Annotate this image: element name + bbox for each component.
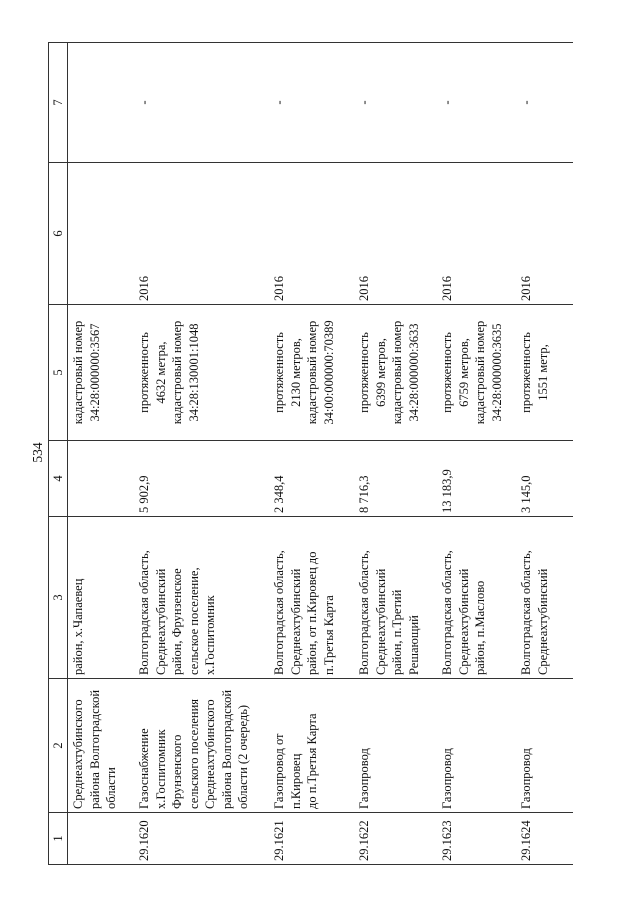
header-col-2: 2	[49, 679, 68, 813]
cell-year: 2016	[356, 163, 439, 305]
page-number: 534	[30, 442, 45, 463]
cell-characteristics	[68, 305, 137, 441]
cell-number: 29.1624	[518, 813, 573, 865]
cell-text-line: протяженность	[357, 332, 371, 413]
cell-text-line: Среднеахтубинский	[456, 568, 471, 675]
header-col-6: 6	[49, 163, 68, 305]
cell-name	[271, 679, 356, 813]
cell-text-line: кадастровый номер	[473, 320, 487, 425]
cell-text-line: Среднеахтубинский	[373, 568, 388, 675]
table-row-continuation	[68, 43, 137, 865]
cell-text-line: п.Третья Карта	[321, 595, 336, 675]
header-col-7: 7	[49, 43, 68, 163]
cell-note: -	[356, 43, 439, 163]
cell-text-line: Волгоградская область,	[272, 550, 286, 675]
table-row	[271, 43, 356, 865]
cell-text-line: 34:28:000000:3635	[489, 323, 504, 422]
cell-text-line: 34:28:130001:1048	[186, 323, 201, 422]
cell-text-line: 4632 метра,	[153, 341, 168, 404]
cell-note	[68, 43, 137, 163]
cell-year: 2016	[136, 163, 271, 305]
cell-text-line: Волгоградская область,	[519, 550, 533, 675]
cell-note: -	[271, 43, 356, 163]
cell-year: 2016	[518, 163, 573, 305]
cell-name	[68, 679, 137, 813]
cell-text-line: Волгоградская область,	[137, 550, 151, 675]
cell-text-line: района Волгоградской	[219, 689, 234, 809]
cell-value: 3 145,0	[518, 441, 573, 517]
cell-text-line: Среднеахтубинский	[288, 568, 303, 675]
cell-text-line: п.Кировец	[288, 753, 303, 809]
cell-name	[518, 679, 573, 813]
cell-text-line: х.Госпитомник	[153, 729, 168, 809]
cell-year: 2016	[439, 163, 518, 305]
cell-name	[136, 679, 271, 813]
cell-text-line: 1551 метр,	[535, 344, 550, 401]
cell-address	[518, 517, 573, 679]
cell-text-line: Газопровод	[357, 748, 371, 809]
cell-text-line: до п.Третья Карта	[305, 713, 319, 809]
cell-text-line: Волгоградская область,	[357, 550, 371, 675]
cell-text-line: сельское поселение,	[186, 567, 201, 675]
cell-address	[271, 517, 356, 679]
cell-text-line: район, от п.Кировец до	[305, 551, 319, 675]
header-col-1: 1	[49, 813, 68, 865]
cell-address	[356, 517, 439, 679]
cell-value	[68, 441, 137, 517]
cell-text-line: Газоснабжение	[137, 728, 151, 809]
cell-name	[356, 679, 439, 813]
cell-year: 2016	[271, 163, 356, 305]
cell-characteristics	[271, 305, 356, 441]
cell-text-line: области	[104, 767, 118, 809]
cell-text-line: 6759 метров,	[456, 338, 471, 407]
cell-characteristics	[439, 305, 518, 441]
cell-text-line: Газопровод	[519, 748, 533, 809]
cell-text-line: Среднеахтубинского	[203, 699, 217, 809]
cell-text-line: области (2 очередь)	[236, 704, 250, 809]
cell-text-line: район, п.Третий	[390, 589, 404, 675]
cell-value: 13 183,9	[439, 441, 518, 517]
cell-text-line: Решающий	[406, 615, 421, 675]
cell-text-line: протяженность	[137, 332, 151, 413]
table-row	[136, 43, 271, 865]
cell-number: 29.1622	[356, 813, 439, 865]
cell-year	[68, 163, 137, 305]
cell-text-line: 2130 метров,	[288, 338, 303, 407]
cell-characteristics	[518, 305, 573, 441]
cell-text-line: сельского поселения	[186, 698, 201, 809]
cell-text-line: 6399 метров,	[373, 338, 388, 407]
cell-note: -	[439, 43, 518, 163]
cell-text-line: Фрунзенского	[170, 734, 184, 809]
cell-address	[136, 517, 271, 679]
cell-text-line: 34:28:000000:3633	[406, 323, 421, 422]
table-row	[518, 43, 573, 865]
table-header	[49, 43, 68, 865]
cell-text-line: кадастровый номер	[170, 320, 184, 425]
cell-text-line: Газопровод от	[272, 733, 286, 809]
table-row	[356, 43, 439, 865]
header-col-4: 4	[49, 441, 68, 517]
cell-note: -	[518, 43, 573, 163]
cell-value: 2 348,4	[271, 441, 356, 517]
cell-address	[68, 517, 137, 679]
cell-text-line: Газопровод	[440, 748, 454, 809]
cell-address	[439, 517, 518, 679]
cell-number	[68, 813, 137, 865]
cell-text-line: протяженность	[272, 332, 286, 413]
cell-value: 8 716,3	[356, 441, 439, 517]
cell-number: 29.1621	[271, 813, 356, 865]
cell-number: 29.1620	[136, 813, 271, 865]
cell-text-line: кадастровый номер	[390, 320, 404, 425]
cell-text-line: район, п.Маслово	[473, 580, 487, 675]
cell-text-line: Среднеахтубинского	[71, 699, 85, 809]
cell-text-line: протяженность	[519, 332, 533, 413]
cell-text-line: Среднеахтубинский	[153, 568, 168, 675]
cell-value: 5 902,9	[136, 441, 271, 517]
cell-text-line: кадастровый номер	[71, 320, 85, 425]
cell-characteristics	[136, 305, 271, 441]
cell-number: 29.1623	[439, 813, 518, 865]
cell-text-line: х.Госпитомник	[203, 595, 217, 675]
cell-text-line: кадастровый номер	[305, 320, 319, 425]
cell-note: -	[136, 43, 271, 163]
header-row	[49, 43, 68, 865]
cell-text-line: район, х.Чапаевец	[71, 578, 85, 675]
cell-text-line: Волгоградская область,	[440, 550, 454, 675]
cell-text-line: Среднеахтубинский	[535, 568, 550, 675]
header-col-5: 5	[49, 305, 68, 441]
table-row	[439, 43, 518, 865]
table-body	[68, 43, 574, 865]
registry-table	[48, 42, 573, 865]
cell-name	[439, 679, 518, 813]
cell-text-line: район, Фрунзенское	[170, 568, 184, 675]
cell-text-line: района Волгоградской	[87, 689, 102, 809]
cell-characteristics	[356, 305, 439, 441]
header-col-3: 3	[49, 517, 68, 679]
cell-text-line: протяженность	[440, 332, 454, 413]
cell-text-line: 34:28:000000:3567	[87, 323, 102, 422]
cell-text-line: 34:00:000000:70389	[321, 320, 336, 425]
